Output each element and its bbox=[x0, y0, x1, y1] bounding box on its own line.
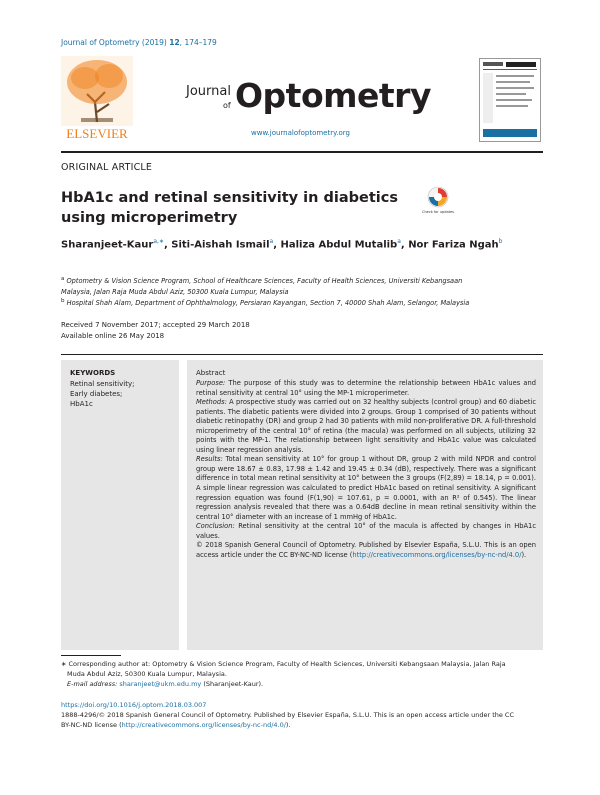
abstract-conclusion bbox=[196, 522, 536, 541]
received-accepted-date: Received 7 November 2017; accepted 29 March 2018 bbox=[61, 321, 250, 329]
footnote-email-line bbox=[61, 679, 543, 689]
journal-wordmark bbox=[186, 76, 436, 116]
abstract-purpose bbox=[196, 379, 536, 398]
purpose-text: The purpose of this study was to determine the relationship between HbA1c values and retinal sensitivity at central 10° using the MP-1 microperimeter. bbox=[196, 379, 536, 397]
affiliation-b bbox=[61, 296, 543, 309]
purpose-label: Purpose: bbox=[196, 379, 226, 387]
abstract-methods bbox=[196, 398, 536, 455]
license-suffix: ). bbox=[285, 721, 291, 729]
abstract-results bbox=[196, 455, 536, 522]
citation-volume: 12 bbox=[169, 38, 180, 47]
article-title: HbA1c and retinal sensitivity in diabetics using microperimetry bbox=[61, 190, 398, 226]
affil-b-line: Hospital Shah Alam, Department of Ophthalmology, Persiaran Kayangan, Section 7, 40000 Shah Alam, Selangor, Malaysia bbox=[66, 299, 470, 308]
abstract-body bbox=[196, 379, 536, 560]
affiliation-a bbox=[61, 274, 543, 298]
section-rule bbox=[61, 354, 543, 355]
methods-text: A prospective study was carried out on 32 healthy subjects (control group) and 60 diabetic patients. The diabetic patients were divided into 2 groups. Group 1 comprised of 30 patients without diabetic retinopathy (DR) and group 2 had 30 patients with mild non-proliferative DR. A full-threshold microperimetry of the central 10° of retina (the macula) was performed on all subjects, utilizing 32 points with the MP-1. The relationship between light sensitivity and HbA1c value was calculated using linear regression analysis. bbox=[196, 398, 536, 454]
results-text: Total mean sensitivity at 10° for group 1 without DR, group 2 with mild NPDR and control group were 18.67 ± 0.83, 17.98 ± 1.42 and 19.45 ± 0.34 (dB), respectively. There was a significant difference in total mean retinal sensitivity at 10° between the 3 groups (F(2,89) = 18.14, p = 0.001). A simple linear regression was calculated to predict HbA1c based on retinal sensitivity. A significant regression equation was found (F(1,90) = 107.61, p = 0.0001, with an R² of 0.545). The linear regression analysis revealed that there was a 0.64dB decline in mean retinal sensitivity within the central 10° diameter with an increase of 1 mmHg of HbA1c. bbox=[196, 455, 536, 521]
doi-issn-block bbox=[61, 700, 543, 730]
elsevier-logo bbox=[61, 56, 133, 142]
citation-line bbox=[61, 38, 217, 47]
article-type: ORIGINAL ARTICLE bbox=[61, 162, 153, 173]
affil-a-line-1: Optometry & Vision Science Program, School of Healthcare Sciences, Faculty of Health Sciences, Universiti Kebangsaan bbox=[66, 277, 463, 286]
keyword-item: HbA1c bbox=[70, 400, 93, 408]
doi-link[interactable]: https://doi.org/10.1016/j.optom.2018.03.007 bbox=[61, 701, 207, 709]
crossmark-icon bbox=[422, 186, 454, 216]
copyright-text: © 2018 Spanish General Council of Optometry. Published by Elsevier España, S.L.U. This is an open access article under the CC BY-NC-ND license ( bbox=[196, 541, 536, 559]
footnote-line-2: Muda Abdul Aziz, 50300 Kuala Lumpur, Malaysia. bbox=[67, 670, 227, 678]
journal-word-optometry: Optometry bbox=[235, 76, 431, 115]
copyright-end: ). bbox=[521, 550, 527, 559]
conclusion-text: Retinal sensitivity at the central 10° of the macula is affected by changes in HbA1c values. bbox=[196, 522, 536, 540]
abstract-copyright bbox=[196, 541, 536, 560]
bottom-license-link[interactable]: http://creativecommons.org/licenses/by-nc-nd/4.0/ bbox=[121, 721, 286, 729]
footnote-line-1: ∗ Corresponding author at: Optometry & Vision Science Program, Faculty of Health Sciences, Universiti Kebangsaan Malaysia, Jalan Raja bbox=[61, 660, 506, 668]
license-link[interactable]: http://creativecommons.org/licenses/by-nc-nd/4.0/ bbox=[352, 550, 522, 559]
elsevier-tree-icon bbox=[61, 56, 133, 142]
elsevier-wordmark: ELSEVIER bbox=[66, 126, 128, 141]
affil-marker: b bbox=[61, 298, 65, 304]
results-label: Results: bbox=[196, 455, 223, 464]
journal-url-link[interactable]: www.journalofoptometry.org bbox=[251, 129, 350, 137]
keyword-item: Early diabetes; bbox=[70, 390, 123, 398]
keywords-heading: KEYWORDS bbox=[70, 369, 116, 377]
footnote-rule bbox=[61, 655, 121, 656]
email-suffix: (Sharanjeet-Kaur). bbox=[201, 680, 264, 688]
author-name: Sharanjeet-Kaur bbox=[61, 239, 154, 251]
affil-a-line-2: Malaysia, Jalan Raja Muda Abdul Aziz, 50300 Kuala Lumpur, Malaysia bbox=[61, 288, 289, 297]
methods-label: Methods: bbox=[196, 398, 227, 407]
author-list: Sharanjeet-Kaur$^{a,∗}$, Siti-Aishah Ismail$^a$, Haliza Abdul Mutalib$^a$, Nor Fariza Ngah$^b$ bbox=[61, 238, 503, 251]
check-for-updates-button[interactable] bbox=[422, 186, 454, 216]
author-affil-marker[interactable]: a bbox=[397, 238, 401, 245]
journal-word-of: of bbox=[223, 101, 231, 110]
email-link[interactable]: sharanjeet@ukm.edu.my bbox=[119, 680, 202, 688]
email-label: E-mail address: bbox=[67, 680, 120, 688]
cover-image-icon bbox=[480, 59, 540, 141]
journal-word-journal: Journal bbox=[186, 84, 231, 99]
citation-pages: , 174–179 bbox=[179, 38, 217, 47]
header-rule bbox=[61, 151, 543, 153]
author-affil-marker[interactable]: b bbox=[498, 238, 503, 245]
issn-line: 1888-4296/© 2018 Spanish General Council of Optometry. Published by Elsevier España, S.L.U. This is an open access article under the CC bbox=[61, 711, 515, 719]
abstract-heading: Abstract bbox=[196, 369, 226, 377]
author-affil-marker[interactable]: a,∗ bbox=[153, 238, 164, 245]
author-name: Haliza Abdul Mutalib bbox=[280, 239, 398, 251]
keyword-item: Retinal sensitivity; bbox=[70, 380, 135, 388]
license-prefix: BY-NC-ND license ( bbox=[61, 721, 122, 729]
citation-journal: Journal of Optometry (2019) bbox=[61, 38, 170, 47]
license-line bbox=[61, 720, 543, 730]
corresponding-author-footnote bbox=[61, 659, 543, 689]
article-dates bbox=[61, 320, 250, 341]
author-affil-marker[interactable]: a bbox=[269, 238, 274, 245]
available-online-date: Available online 26 May 2018 bbox=[61, 331, 165, 340]
conclusion-label: Conclusion: bbox=[196, 522, 235, 531]
author-name: Nor Fariza Ngah bbox=[408, 239, 499, 251]
author-name: Siti-Aishah Ismail bbox=[171, 239, 270, 251]
journal-cover-thumbnail bbox=[479, 58, 541, 142]
affil-marker: a bbox=[61, 276, 65, 282]
crossmark-label: Check for updates bbox=[422, 210, 454, 214]
